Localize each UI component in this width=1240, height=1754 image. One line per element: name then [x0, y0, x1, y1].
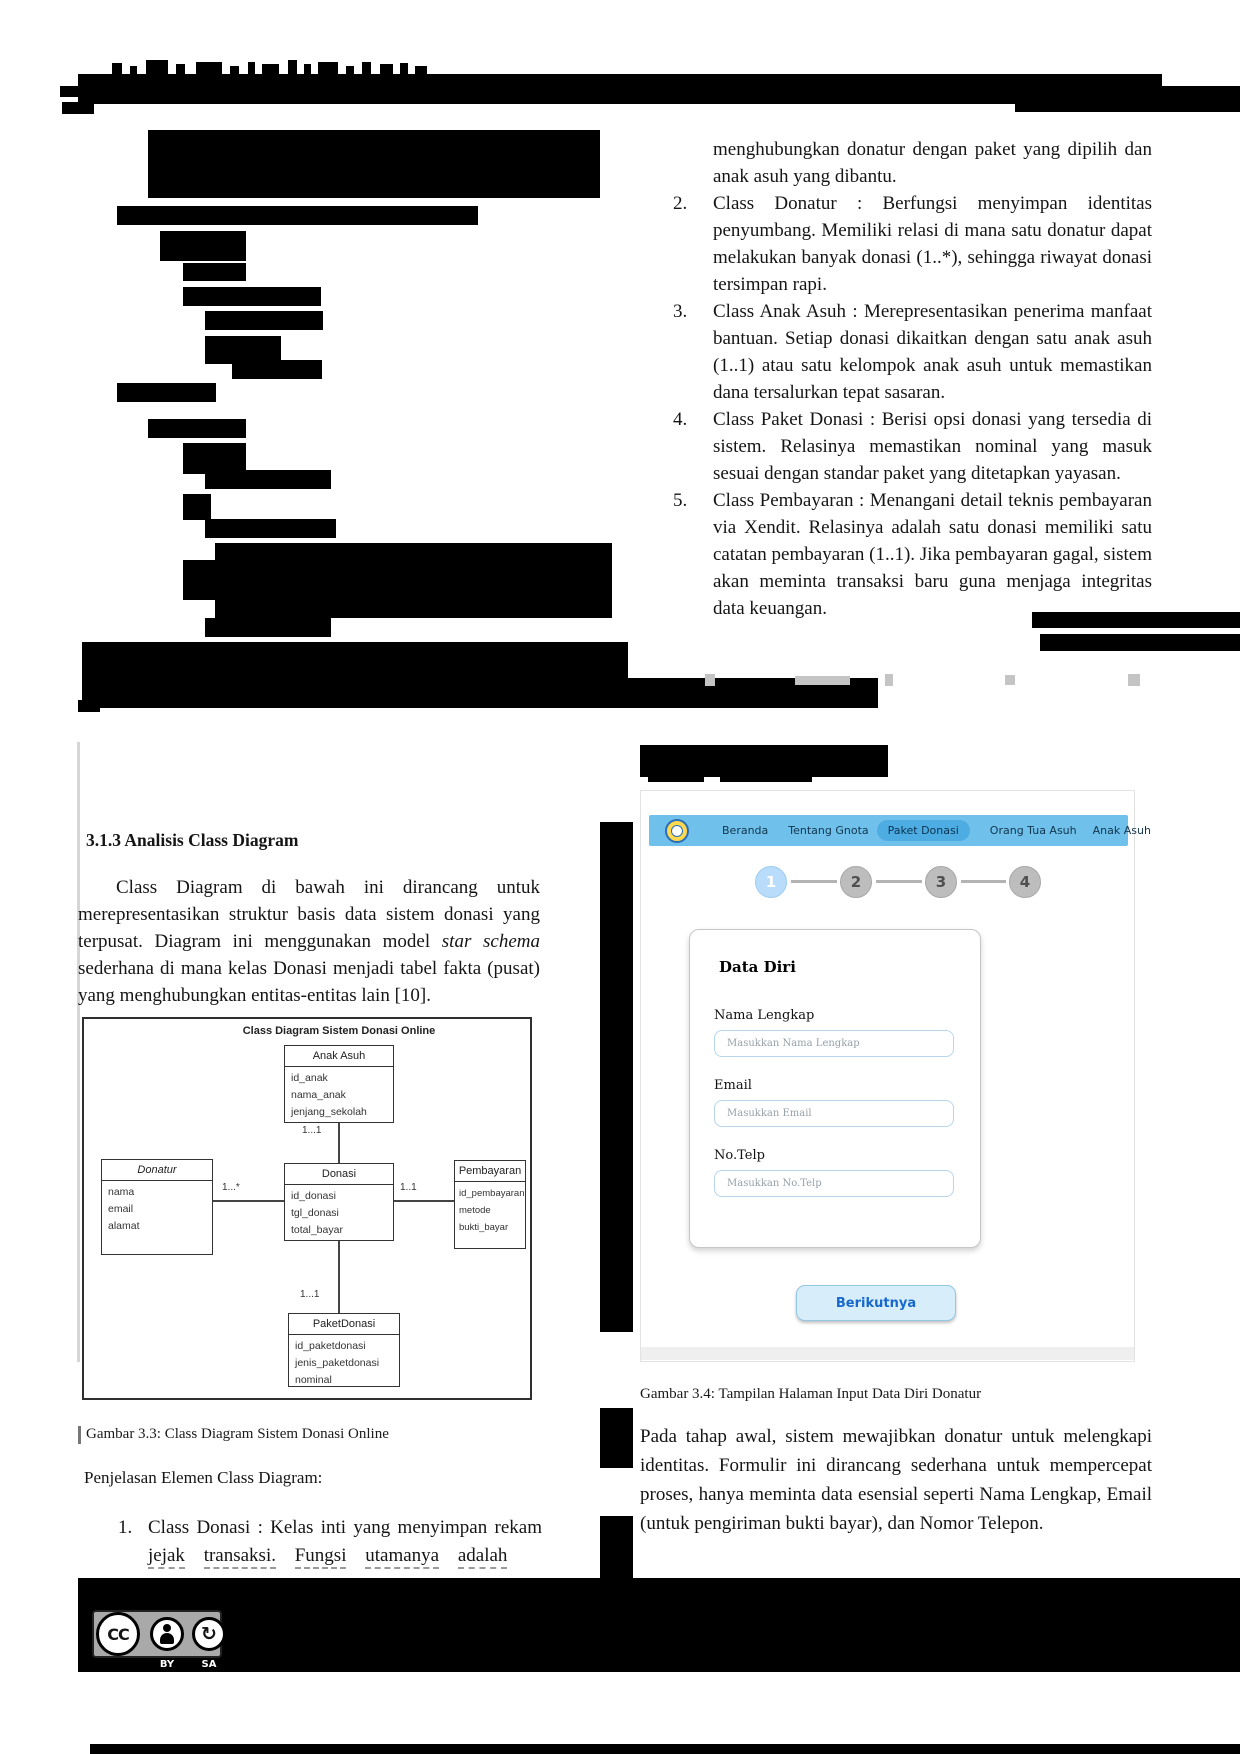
- scan-artifact: [1128, 674, 1140, 686]
- step-2-indicator: 2: [840, 866, 872, 898]
- item-text: Class Donasi : Kelas inti yang menyimpan rekam: [148, 1517, 542, 1538]
- nav-item-anak-asuh[interactable]: Anak Asuh: [1092, 824, 1151, 837]
- uml-class-donasi: [284, 1163, 394, 1241]
- redaction-block: [205, 470, 331, 489]
- by-person-icon: [150, 1617, 184, 1651]
- bottom-redaction-bar: [78, 1578, 1240, 1672]
- redaction-block: [205, 618, 331, 637]
- berikutnya-button[interactable]: Berikutnya: [796, 1285, 956, 1321]
- section-heading: 3.1.3 Analisis Class Diagram: [86, 830, 299, 850]
- form-title: Data Diri: [719, 958, 796, 976]
- redaction-block: [82, 642, 628, 678]
- nav-item-orang-tua-asuh[interactable]: Orang Tua Asuh: [989, 824, 1077, 837]
- uml-attribute: nominal: [295, 1374, 332, 1386]
- email-input[interactable]: [714, 1100, 954, 1127]
- stepper-line: [876, 880, 922, 883]
- step-4-indicator: 4: [1009, 866, 1041, 898]
- donation-form-screenshot: [640, 790, 1151, 1362]
- uml-class-title: PaketDonasi: [289, 1314, 399, 1335]
- redaction-block: [148, 419, 246, 438]
- intro-text-post: sederhana di mana kelas Donasi menjadi tabel fakta (pusat) yang menghubungkan entitas-entitas lain [10].: [78, 958, 540, 1006]
- no-telp-label: No.Telp: [714, 1148, 765, 1163]
- redaction-block: [82, 678, 878, 708]
- redaction-block: [183, 494, 211, 520]
- redaction-block: [78, 700, 100, 712]
- list-item: [640, 190, 1152, 298]
- underlined-word: adalah: [458, 1545, 508, 1569]
- diagram-title: Class Diagram Sistem Donasi Online: [242, 1025, 436, 1037]
- cc-icon: CC: [96, 1612, 140, 1656]
- stepper-line: [961, 880, 1006, 883]
- underlined-word: utamanya: [365, 1545, 439, 1569]
- scan-artifact: [1005, 675, 1015, 685]
- penjelasan-item: [78, 1514, 542, 1569]
- uml-multiplicity: 1...1: [300, 1289, 320, 1300]
- nav-item-tentang-gnota[interactable]: Tentang Gnota: [788, 824, 869, 837]
- list-item-number: 5.: [673, 490, 688, 511]
- uml-attribute: tgl_donasi: [291, 1207, 339, 1219]
- redaction-block: [205, 519, 336, 538]
- redaction-block: [183, 560, 215, 600]
- figure33-caption: Gambar 3.3: Class Diagram Sistem Donasi Online: [86, 1426, 389, 1442]
- penjelasan-heading: Penjelasan Elemen Class Diagram:: [84, 1468, 323, 1487]
- uml-class-donatur: [101, 1159, 213, 1255]
- list-item: [640, 406, 1152, 487]
- redaction-block: [183, 287, 321, 306]
- list-item-number: 4.: [673, 409, 688, 430]
- intro-text-pre: Class Diagram di bawah ini dirancang untuk merepresentasikan struktur basis data sistem donasi yang terpusat. Diagram ini menggunakan model: [78, 877, 540, 952]
- uml-connector: [338, 1241, 340, 1313]
- redaction-vertical-bar: [600, 822, 633, 1332]
- uml-multiplicity: 1..1: [400, 1182, 417, 1193]
- uml-attribute: alamat: [108, 1220, 140, 1232]
- scan-artifact: [795, 676, 850, 685]
- logo-inner-circle: [671, 825, 683, 837]
- redaction-block: [117, 206, 478, 225]
- redaction-block: [117, 383, 216, 402]
- nama-lengkap-label: Nama Lengkap: [714, 1008, 815, 1023]
- redaction-vertical-bar: [600, 1516, 633, 1578]
- bottom-edge-strip: [90, 1744, 1240, 1754]
- nama-lengkap-input[interactable]: [714, 1030, 954, 1057]
- redaction-block: [148, 130, 600, 198]
- uml-multiplicity: 1...1: [302, 1125, 322, 1136]
- closing-paragraph: Pada tahap awal, sistem mewajibkan donatur untuk melengkapi identitas. Formulir ini dirancang sederhana untuk mempercepat proses, hanya meminta data esensial seperti Nama Lengkap, Email (untuk pengiriman bukti bayar), dan Nomor Telepon.: [640, 1426, 1152, 1534]
- list-item-number: 3.: [673, 301, 688, 322]
- uml-attribute: nama: [108, 1186, 135, 1198]
- nav-item-beranda[interactable]: Beranda: [722, 824, 769, 837]
- list-item-text: menghubungkan donatur dengan paket yang dipilih dan anak asuh yang dibantu.: [713, 139, 1152, 187]
- class-diagram-figure: [82, 1017, 532, 1400]
- uml-multiplicity: 1...*: [222, 1182, 240, 1193]
- list-item-number: [640, 136, 713, 190]
- top-redaction-bar: [78, 74, 1162, 104]
- uml-class-title: Donasi: [285, 1164, 393, 1185]
- redaction-block: [215, 543, 612, 618]
- intro-text-italic: star schema: [441, 931, 540, 952]
- redaction-heading: [648, 777, 704, 782]
- list-item-text: [148, 1514, 542, 1569]
- uml-attribute: id_anak: [291, 1072, 328, 1084]
- uml-class-paketdonasi: [288, 1313, 400, 1387]
- scan-artifact: [78, 1426, 81, 1444]
- nav-item-paket-donasi-active[interactable]: Paket Donasi: [877, 820, 970, 841]
- redaction-heading: [720, 777, 812, 782]
- by-label: BY: [159, 1659, 175, 1670]
- scan-artifact: [77, 742, 80, 1362]
- uml-attribute: email: [108, 1203, 134, 1215]
- list-item-number: 2.: [673, 193, 688, 214]
- redaction-block: [232, 360, 322, 379]
- redaction-tick: [380, 64, 393, 74]
- data-diri-card: [689, 929, 981, 1248]
- uml-attribute: bukti_bayar: [459, 1222, 509, 1233]
- uml-attribute: jenis_paketdonasi: [295, 1357, 380, 1369]
- screenshot-footer-strip: [641, 1347, 1134, 1360]
- uml-class-title: Pembayaran: [455, 1161, 525, 1182]
- email-label: Email: [714, 1078, 752, 1093]
- underlined-word: transaksi.: [204, 1545, 276, 1569]
- navbar: [649, 815, 1151, 846]
- person-glyph: [160, 1624, 174, 1644]
- uml-attribute: id_donasi: [291, 1190, 336, 1202]
- scan-artifact: [705, 674, 715, 686]
- top-redaction-bar: [1015, 86, 1240, 112]
- list-item-text: Class Pembayaran : Menangani detail teknis pembayaran via Xendit. Relasinya adalah satu donasi memiliki satu catatan pembayaran (1..1). Jika pembayaran gagal, sistem akan meminta transaksi baru guna menjaga integritas data keuangan.: [713, 490, 1152, 619]
- figure34-caption: Gambar 3.4: Tampilan Halaman Input Data Diri Donatur: [640, 1386, 982, 1402]
- uml-connector: [338, 1123, 340, 1163]
- uml-class-title: Donatur: [102, 1160, 212, 1181]
- redaction-block: [205, 311, 323, 330]
- uml-attribute: nama_anak: [291, 1089, 346, 1101]
- uml-connector: [213, 1200, 284, 1202]
- scan-artifact: [885, 674, 893, 686]
- list-item-text: Class Paket Donasi : Berisi opsi donasi yang tersedia di sistem. Relasinya memastikan nominal yang masuk sesuai dengan standar paket yang ditetapkan yayasan.: [713, 409, 1152, 484]
- intro-paragraph: [78, 874, 540, 1009]
- sa-label: SA: [201, 1659, 217, 1670]
- gnota-logo-icon[interactable]: [665, 819, 689, 843]
- uml-class-anak-asuh: [284, 1045, 394, 1123]
- step-1-indicator: 1: [755, 866, 787, 898]
- list-item-text: Class Anak Asuh : Merepresentasikan penerima manfaat bantuan. Setiap donasi dikaitkan dengan satu anak asuh (1..1) atau satu kelompok anak asuh untuk memastikan dana tersalurkan tepat sasaran.: [713, 301, 1152, 403]
- uml-attribute: total_bayar: [291, 1224, 343, 1236]
- list-item: [640, 136, 1152, 190]
- list-item: [640, 487, 1152, 622]
- no-telp-input[interactable]: [714, 1170, 954, 1197]
- step-3-indicator: 3: [925, 866, 957, 898]
- redaction-heading: [640, 745, 888, 777]
- redaction-block: [1040, 634, 1240, 651]
- uml-attribute: id_pembayaran: [459, 1188, 525, 1199]
- underlined-word: Fungsi: [295, 1545, 347, 1569]
- list-item-text: Class Donatur : Berfungsi menyimpan identitas penyumbang. Memiliki relasi di mana satu donatur dapat melakukan banyak donasi (1..*), sehingga riwayat donasi tersimpan rapi.: [713, 193, 1152, 295]
- sa-arrow-icon: ↻: [192, 1617, 226, 1651]
- redaction-block: [183, 263, 246, 281]
- uml-attribute: jenjang_sekolah: [291, 1106, 367, 1118]
- underlined-word: jejak: [148, 1545, 185, 1569]
- uml-connector: [394, 1200, 454, 1202]
- redaction-vertical-bar: [600, 1408, 633, 1468]
- uml-class-title: Anak Asuh: [285, 1046, 393, 1067]
- uml-attribute: id_paketdonasi: [295, 1340, 366, 1352]
- list-item-number: 1.: [118, 1517, 133, 1538]
- redaction-block: [160, 231, 246, 261]
- uml-class-pembayaran: [454, 1160, 526, 1249]
- class-element-list: [640, 136, 1152, 622]
- stepper-line: [791, 880, 837, 883]
- list-item: [640, 298, 1152, 406]
- uml-attribute: metode: [459, 1205, 491, 1216]
